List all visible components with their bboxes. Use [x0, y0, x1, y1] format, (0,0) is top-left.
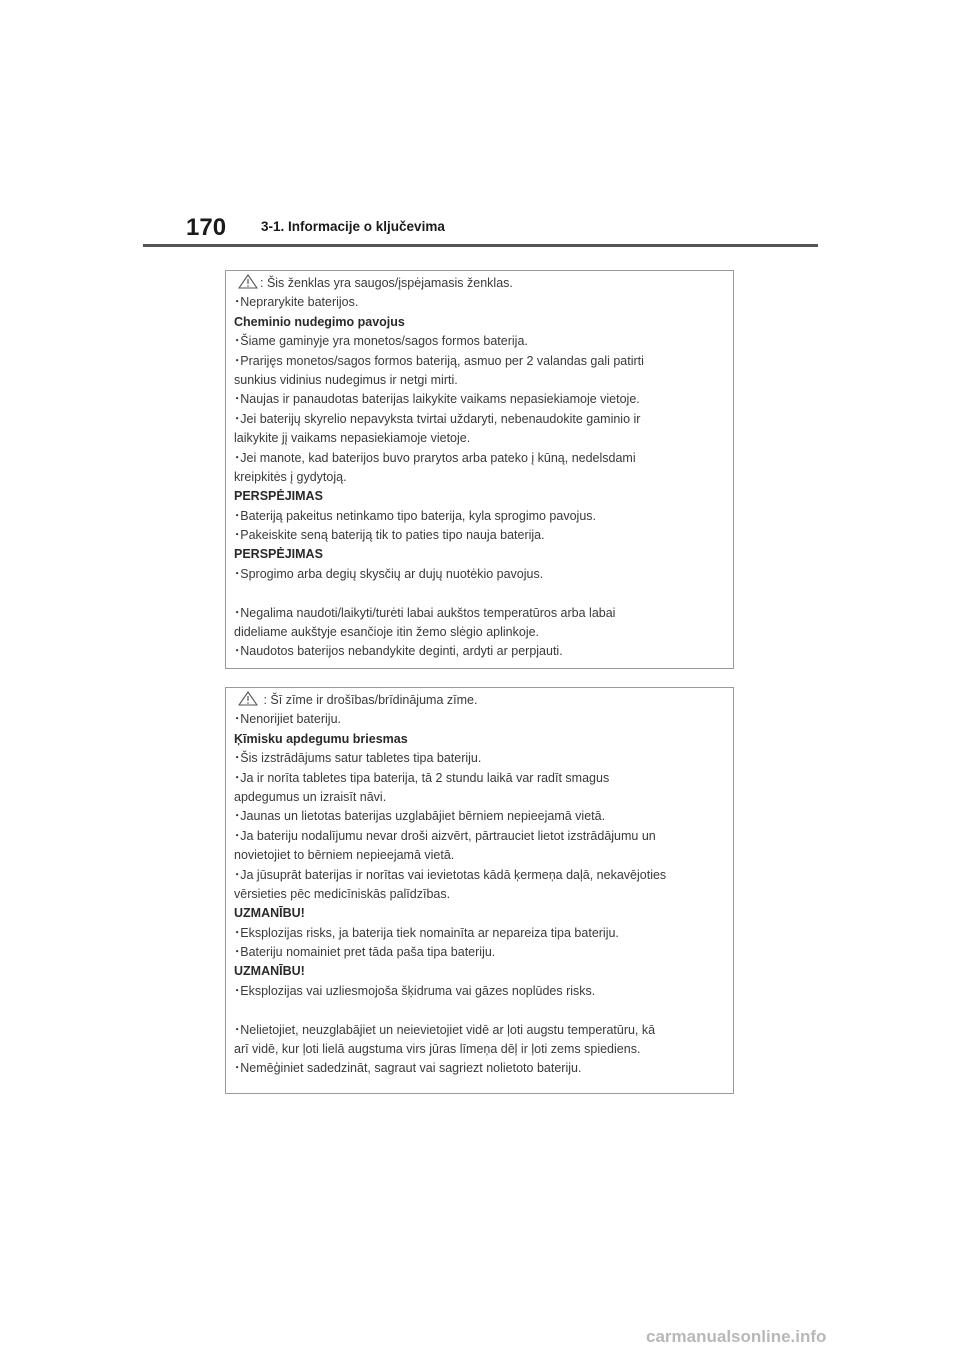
warning-text-line: ･Naudotos baterijos nebandykite deginti, ardyti ar perpjauti.	[234, 644, 563, 659]
warning-triangle-icon	[238, 274, 258, 289]
warning-heading: UZMANĪBU!	[234, 964, 305, 979]
warning-text-line: vērsieties pēc medicīniskās palīdzības.	[234, 886, 451, 901]
warning-text-line: ･Bateriju nomainiet pret tāda paša tipa bateriju.	[234, 945, 496, 960]
warning-heading: UZMANĪBU!	[234, 906, 305, 921]
warning-heading: Cheminio nudegimo pavojus	[234, 314, 405, 329]
warning-text-line: ･Sprogimo arba degių skysčių ar dujų nuotėkio pavojus.	[234, 566, 544, 581]
warning-text-line: ･Pakeiskite seną bateriją tik to paties tipo nauja baterija.	[234, 528, 545, 543]
warning-text-line: sunkius vidinius nudegimus ir netgi mirti.	[234, 372, 458, 387]
header-divider	[143, 244, 818, 247]
warning-text-line: ･Jei manote, kad baterijos buvo prarytos arba pateko į kūną, nedelsdami	[234, 450, 636, 465]
warning-text-line: ･Jaunas un lietotas baterijas uzglabājiet bērniem nepieejamā vietā.	[234, 809, 606, 824]
paragraph-gap	[234, 584, 725, 603]
warning-text-line: ･Naujas ir panaudotas baterijas laikykite vaikams nepasiekiamoje vietoje.	[234, 392, 640, 407]
warning-intro-line	[234, 274, 725, 293]
warning-intro-text: : Šī zīme ir drošības/brīdinājuma zīme.	[260, 693, 478, 707]
warning-text-line: ･Ja bateriju nodalījumu nevar droši aizvērt, pārtrauciet lietot izstrādājumu un	[234, 828, 656, 843]
warning-text-line: kreipkitės į gydytoją.	[234, 469, 347, 484]
warning-text-line: ･Bateriją pakeitus netinkamo tipo baterija, kyla sprogimo pavojus.	[234, 508, 596, 523]
warning-text-line: ･Jei baterijų skyrelio nepavyksta tvirtai uždaryti, nebenaudokite gaminio ir	[234, 411, 641, 426]
warning-triangle-icon	[238, 691, 258, 706]
warning-text-line: ･Eksplozijas vai uzliesmojoša šķidruma vai gāzes noplūdes risks.	[234, 983, 596, 998]
warning-heading: PERSPĖJIMAS	[234, 547, 323, 562]
warning-heading: Ķīmisku apdegumu briesmas	[234, 731, 408, 746]
warning-text-line: dideliame aukštyje esančioje itin žemo slėgio aplinkoje.	[234, 625, 540, 640]
warning-text-line: ･Nelietojiet, neuzglabājiet un neievietojiet vidē ar ļoti augstu temperatūru, kā	[234, 1022, 656, 1037]
warning-text-line: ･Ja jūsuprāt baterijas ir norītas vai ievietotas kādā ķermeņa daļā, nekavējoties	[234, 867, 667, 882]
watermark-text: carmanualsonline.info	[646, 1327, 827, 1346]
warning-text-line: ･Šiame gaminyje yra monetos/sagos formos baterija.	[234, 334, 528, 349]
warning-intro-line	[234, 691, 725, 710]
paragraph-gap	[234, 1001, 725, 1020]
warning-text-line: ･Nenorijiet bateriju.	[234, 712, 341, 727]
warning-text-line: ･Negalima naudoti/laikyti/turėti labai aukštos temperatūros arba labai	[234, 605, 616, 620]
warning-box-lithuanian-content	[234, 274, 725, 662]
warning-heading: PERSPĖJIMAS	[234, 489, 323, 504]
warning-text-line: novietojiet to bērniem nepieejamā vietā.	[234, 848, 455, 863]
warning-intro-text: : Šis ženklas yra saugos/įspėjamasis ženklas.	[260, 276, 513, 290]
warning-text-line: ･Eksplozijas risks, ja baterija tiek nomainīta ar nepareiza tipa bateriju.	[234, 925, 619, 940]
warning-text-line: laikykite jį vaikams nepasiekiamoje vietoje.	[234, 431, 471, 446]
warning-text-line: ･Prarijęs monetos/sagos formos bateriją, asmuo per 2 valandas gali patirti	[234, 353, 644, 368]
warning-text-line: ･Šis izstrādājums satur tabletes tipa bateriju.	[234, 751, 482, 766]
warning-text-line: ･Ja ir norīta tabletes tipa baterija, tā 2 stundu laikā var radīt smagus	[234, 770, 610, 785]
warning-text-line: apdegumus un izraisīt nāvi.	[234, 789, 387, 804]
section-title: 3-1. Informacije o ključevima	[261, 219, 445, 234]
page-number: 170	[186, 214, 227, 241]
warning-box-latvian	[225, 687, 734, 1094]
warning-box-latvian-content	[234, 691, 725, 1079]
warning-text-line: ･Nemēģiniet sadedzināt, sagraut vai sagriezt nolietoto bateriju.	[234, 1061, 582, 1076]
warning-text-line: arī vidē, kur ļoti lielā augstuma virs jūras līmeņa dēļ ir ļoti zems spiediens.	[234, 1042, 641, 1057]
warning-text-line: ･Neprarykite baterijos.	[234, 295, 359, 310]
warning-box-lithuanian	[225, 270, 734, 669]
